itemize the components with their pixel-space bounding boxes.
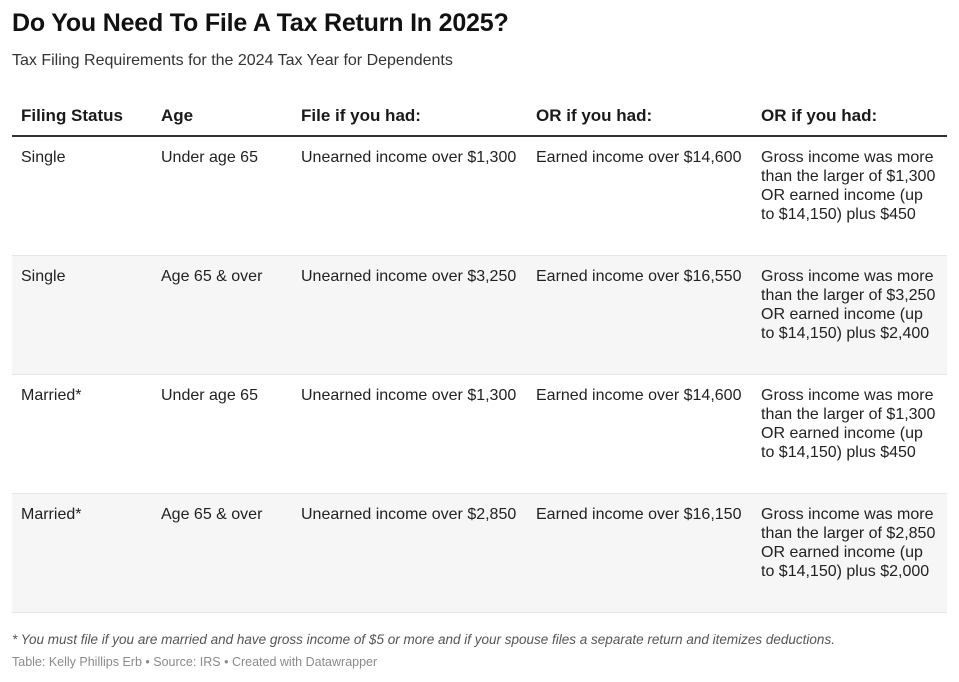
cell-filing-status: Married* — [12, 375, 152, 494]
header-or-if-1: OR if you had: — [527, 96, 752, 136]
cell-filing-status: Single — [12, 136, 152, 256]
cell-earned-income: Earned income over $14,600 — [527, 375, 752, 494]
cell-earned-income: Earned income over $16,550 — [527, 256, 752, 375]
table-row — [12, 136, 947, 256]
cell-unearned-income: Unearned income over $1,300 — [292, 136, 527, 256]
cell-age: Under age 65 — [152, 136, 292, 256]
table-row — [12, 494, 947, 613]
cell-gross-income: Gross income was more than the larger of $1,300 OR earned income (up to $14,150) plus $450 — [752, 375, 947, 494]
header-age: Age — [152, 96, 292, 136]
page-subtitle: Tax Filing Requirements for the 2024 Tax Year for Dependents — [12, 52, 453, 69]
table-header-row — [12, 96, 947, 136]
source-credit: Table: Kelly Phillips Erb • Source: IRS • Created with Datawrapper — [12, 655, 378, 669]
tax-filing-table — [12, 96, 947, 613]
cell-age: Age 65 & over — [152, 494, 292, 613]
header-file-if: File if you had: — [292, 96, 527, 136]
header-or-if-2: OR if you had: — [752, 96, 947, 136]
cell-earned-income: Earned income over $16,150 — [527, 494, 752, 613]
cell-age: Under age 65 — [152, 375, 292, 494]
cell-earned-income: Earned income over $14,600 — [527, 136, 752, 256]
table-row — [12, 375, 947, 494]
cell-filing-status: Married* — [12, 494, 152, 613]
cell-gross-income: Gross income was more than the larger of $2,850 OR earned income (up to $14,150) plus $2,000 — [752, 494, 947, 613]
cell-unearned-income: Unearned income over $1,300 — [292, 375, 527, 494]
header-filing-status: Filing Status — [12, 96, 152, 136]
cell-gross-income: Gross income was more than the larger of $1,300 OR earned income (up to $14,150) plus $450 — [752, 136, 947, 256]
page-title: Do You Need To File A Tax Return In 2025? — [12, 9, 509, 37]
cell-gross-income: Gross income was more than the larger of $3,250 OR earned income (up to $14,150) plus $2,400 — [752, 256, 947, 375]
cell-age: Age 65 & over — [152, 256, 292, 375]
cell-filing-status: Single — [12, 256, 152, 375]
table-row — [12, 256, 947, 375]
cell-unearned-income: Unearned income over $2,850 — [292, 494, 527, 613]
footnote: * You must file if you are married and have gross income of $5 or more and if your spouse files a separate return and itemizes deductions. — [12, 632, 835, 647]
cell-unearned-income: Unearned income over $3,250 — [292, 256, 527, 375]
